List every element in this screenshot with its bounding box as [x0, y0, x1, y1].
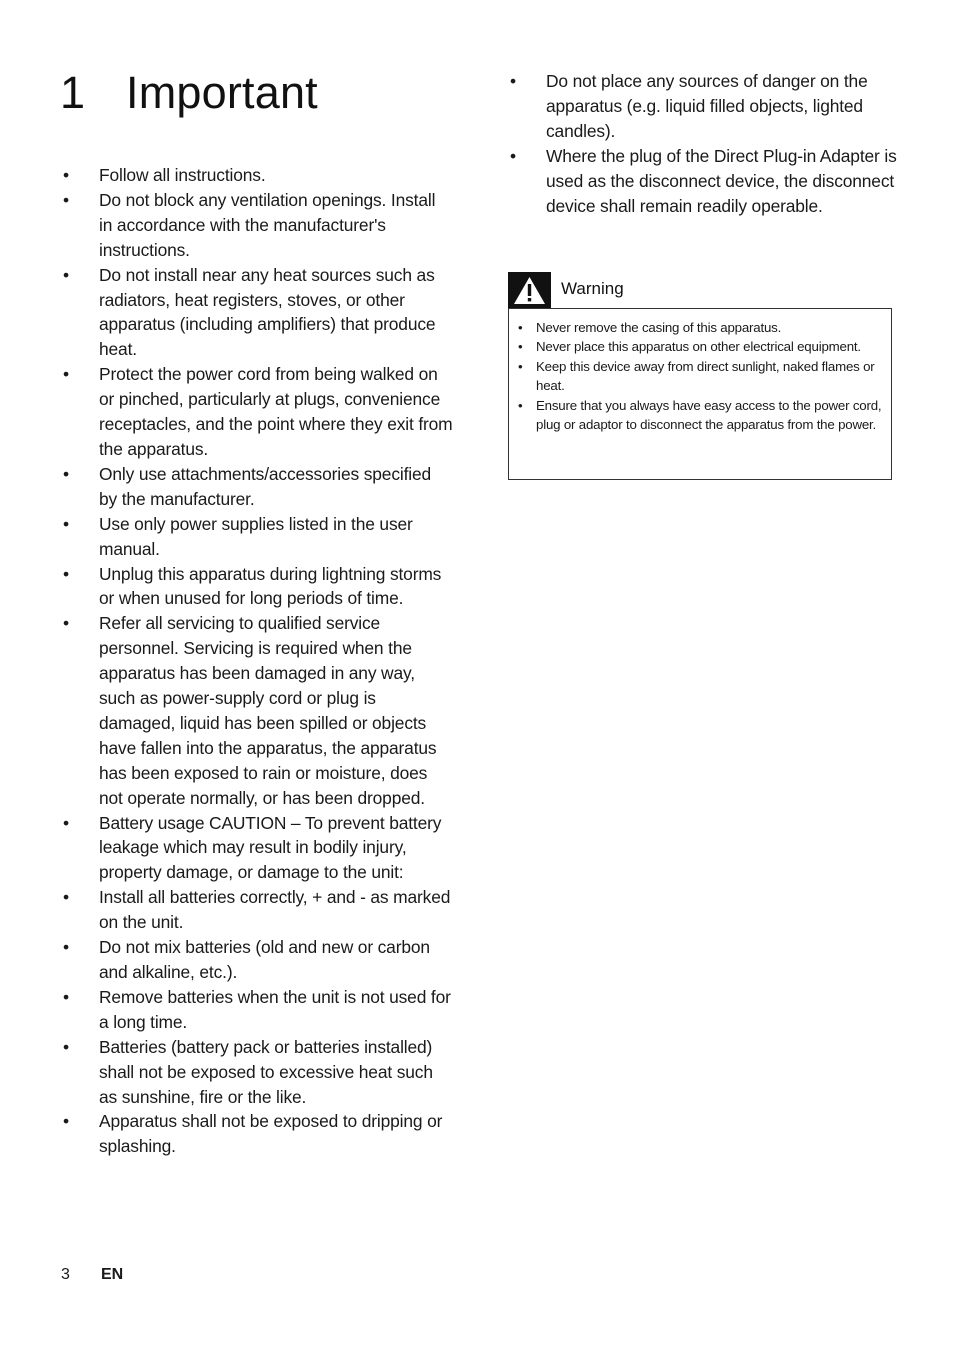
- list-item: • Protect the power cord from being walked on or pinched, particularly at plugs, convenience receptacles, and the point where they exit from the apparatus.: [61, 362, 453, 462]
- list-item: • Batteries (battery pack or batteries installed) shall not be exposed to excessive heat such as sunshine, fire or the like.: [61, 1035, 453, 1110]
- list-item: • Do not place any sources of danger on the apparatus (e.g. liquid filled objects, lighted candles).: [508, 69, 900, 144]
- warning-header: [508, 272, 893, 308]
- warning-item: • Never remove the casing of this apparatus.: [517, 318, 887, 337]
- warning-box: [508, 308, 892, 480]
- page-title: [60, 66, 318, 120]
- warning-label: Warning: [561, 279, 624, 298]
- list-item: • Use only power supplies listed in the user manual.: [61, 512, 453, 562]
- page-footer: [61, 1266, 123, 1284]
- warning-list: [517, 318, 887, 434]
- safety-instructions-list-continued: [508, 69, 900, 218]
- list-item: • Do not install near any heat sources such as radiators, heat registers, stoves, or other apparatus (including amplifiers) that produce heat.: [61, 263, 453, 363]
- list-item: • Install all batteries correctly, + and - as marked on the unit.: [61, 885, 453, 935]
- list-item: • Apparatus shall not be exposed to dripping or splashing.: [61, 1109, 453, 1159]
- list-item: • Unplug this apparatus during lightning storms or when unused for long periods of time.: [61, 562, 453, 612]
- safety-instructions-list: [61, 163, 453, 1159]
- chapter-number: 1: [60, 67, 86, 118]
- warning-item: • Ensure that you always have easy access to the power cord, plug or adaptor to disconnect the apparatus from the power.: [517, 396, 887, 435]
- list-item: • Follow all instructions.: [61, 163, 453, 188]
- list-item: • Do not block any ventilation openings. Install in accordance with the manufacturer's instructions.: [61, 188, 453, 263]
- page-number: 3: [61, 1266, 70, 1283]
- list-item: • Refer all servicing to qualified service personnel. Servicing is required when the apparatus has been damaged in any way, such as power-supply cord or plug is damaged, liquid has been spilled or objects have fallen into the apparatus, the apparatus has been exposed to rain or moisture, does not operate normally, or has been dropped.: [61, 611, 453, 810]
- list-item: • Only use attachments/accessories specified by the manufacturer.: [61, 462, 453, 512]
- list-item: • Remove batteries when the unit is not used for a long time.: [61, 985, 453, 1035]
- list-item: • Where the plug of the Direct Plug-in Adapter is used as the disconnect device, the disconnect device shall remain readily operable.: [508, 144, 900, 219]
- list-item: • Do not mix batteries (old and new or carbon and alkaline, etc.).: [61, 935, 453, 985]
- warning-item: • Keep this device away from direct sunlight, naked flames or heat.: [517, 357, 887, 396]
- warning-item: • Never place this apparatus on other electrical equipment.: [517, 337, 887, 356]
- chapter-title: Important: [126, 67, 318, 118]
- language-code: EN: [101, 1266, 124, 1283]
- list-item: • Battery usage CAUTION – To prevent battery leakage which may result in bodily injury, property damage, or damage to the unit:: [61, 811, 453, 886]
- warning-triangle-icon: [508, 272, 551, 308]
